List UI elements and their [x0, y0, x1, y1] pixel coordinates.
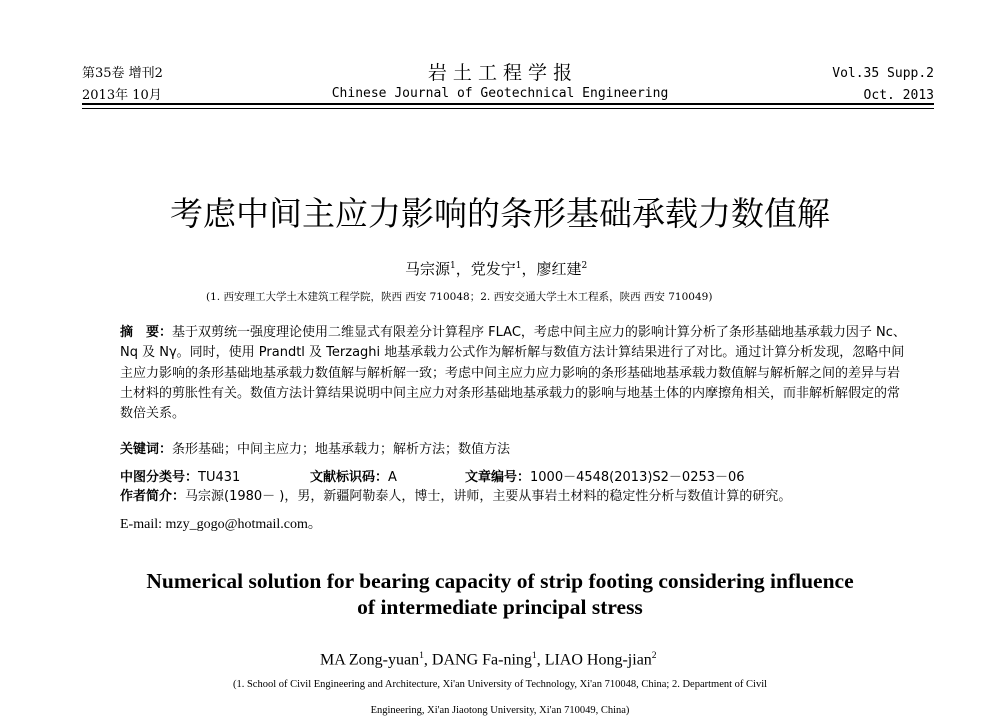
keywords-text: 条形基础；中间主应力；地基承载力；解析方法；数值方法	[172, 442, 511, 457]
header-rule-thick	[82, 103, 934, 105]
affiliation-mark: 1	[450, 261, 456, 271]
authors-cn: 马宗源$^1$，党发宁$^1$，廖红建$^2$	[405, 260, 588, 278]
doc-code-label: 文献标识码：	[310, 470, 389, 485]
paper-title-en-line1: Numerical solution for bearing capacity of strip footing considering influence	[146, 569, 854, 593]
author-name: MA Zong-yuan	[320, 651, 420, 669]
date-en: Oct. 2013	[863, 88, 934, 103]
abstract	[120, 323, 910, 424]
clc-number	[120, 466, 240, 485]
journal-name-en: Chinese Journal of Geotechnical Engineering	[331, 86, 669, 101]
volume-supp-en: Vol.35 Supp.2	[832, 66, 934, 81]
affiliation-mark: 1	[531, 650, 537, 661]
doc-code-value: A	[388, 470, 397, 485]
abstract-text: 基于双剪统一强度理论使用二维显式有限差分计算程序 FLAC，考虑中间主应力的影响计算分析了条形基础地基承载力因子 Nc、Nq 及 Nγ。同时，使用 Prandtl 及 Terzaghi 地基承载力公式作为解析解与数值方法计算结果进行了对比。通过计算分析发现，忽略中间主应力影响的条形基础地基承载力数值解与解析解一致；考虑中间主应力应力影响的条形基础地基承载力数值解与解析解之间的差异与岩土材料的剪胀性有关。数值方法计算结果说明中间主应力对条形基础地基承载力的影响与地基土体的内摩擦角相关，而非解析解假定的常数倍关系。	[120, 325, 906, 422]
volume-issue: 第35卷 增刊2	[82, 66, 163, 81]
journal-name-cn: 岩 土 工 程 学 报	[427, 62, 573, 84]
clc-value: TU431	[198, 470, 241, 485]
affiliation-mark: 2	[581, 261, 588, 271]
keywords	[120, 440, 910, 460]
affiliation-cn: (1. 西安理工大学土木建筑工程学院，陕西 西安 710048；2. 西安交通大学土木工程系，陕西 西安 710049)	[206, 291, 713, 303]
article-number-label: 文章编号：	[465, 470, 531, 485]
publication-date: 2013年 10月	[82, 88, 162, 103]
author-bio-text: 马宗源(1980－ )，男，新疆阿勒泰人，博士，讲师，主要从事岩土材料的稳定性分析与数值计算的研究。	[185, 489, 792, 504]
keywords-label: 关键词：	[120, 442, 173, 457]
author-name: 党发宁	[470, 260, 516, 278]
article-number-value: 1000－4548(2013)S2－0253－06	[530, 470, 745, 485]
affiliation-mark: 1	[515, 261, 522, 271]
clc-label: 中图分类号：	[120, 470, 199, 485]
paper-title-en-line2: of intermediate principal stress	[357, 595, 643, 619]
author-name: 马宗源	[405, 260, 451, 278]
paper-title-cn: 考虑中间主应力影响的条形基础承载力数值解	[170, 194, 830, 233]
affiliation-mark: 2	[651, 650, 657, 661]
authors-en: MA Zong-yuan$^1$, DANG Fa-ning$^1$, LIAO Hong-jian$^2$	[320, 650, 657, 669]
author-name: LIAO Hong-jian	[544, 651, 652, 669]
header-rule-thin	[82, 108, 934, 109]
author-bio-label: 作者简介：	[120, 489, 186, 504]
affiliation-mark: 1	[419, 650, 424, 661]
document-code	[310, 466, 397, 485]
affiliation-en-line2: Engineering, Xi'an Jiaotong University, Xi'an 710049, China)	[370, 705, 630, 716]
author-bio	[120, 487, 910, 507]
affiliation-en-line1: (1. School of Civil Engineering and Architecture, Xi'an University of Technology, Xi'an 710048, China; 2. Department of Civil	[232, 679, 768, 690]
author-name: DANG Fa-ning	[431, 651, 532, 669]
abstract-label: 摘 要：	[120, 325, 173, 340]
author-name: 廖红建	[536, 260, 582, 278]
email: E-mail: mzy_gogo@hotmail.com。	[120, 517, 322, 532]
article-number	[465, 466, 745, 485]
